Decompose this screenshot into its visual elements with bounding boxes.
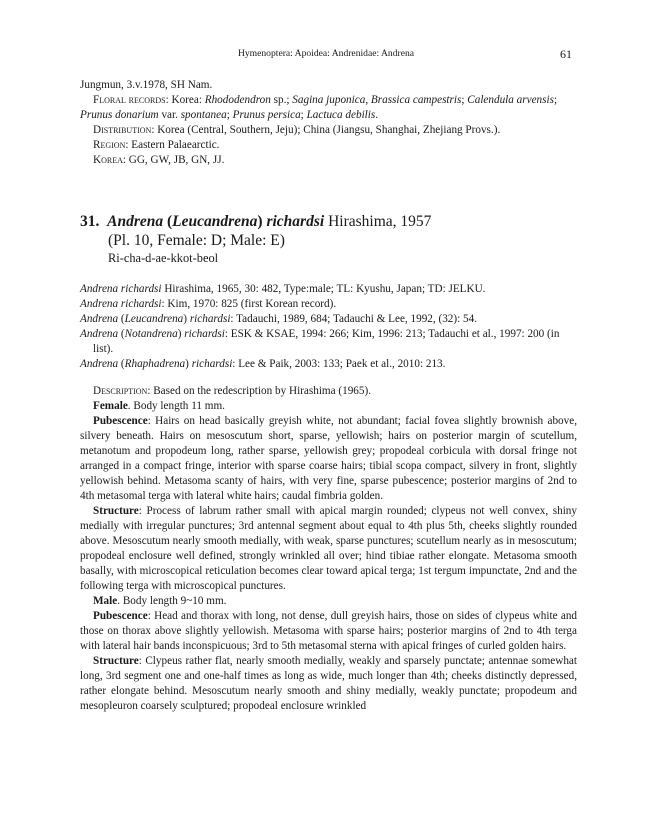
floral-records: Floral records: Korea: Rhododendron sp.; Sagina juponica, Brassica campestris; Calendula arvensis; Prunus donarium var. spontanea; Prunus persica; Lactuca debilis. xyxy=(80,94,558,121)
korea-text: GG, GW, JB, GN, JJ. xyxy=(128,154,225,166)
male-heading: Male. Body length 9~10 mm. xyxy=(93,595,227,607)
synonymy-entry-text: : Kim, 1970: 825 (first Korean record). xyxy=(161,298,337,310)
synonymy-list xyxy=(80,282,577,372)
korea-label: Korea xyxy=(93,154,123,166)
synonymy-entry: Andrena richardsi Hirashima, 1965, 30: 482, Type:male; TL: Kyushu, Japan; TD: JELKU. xyxy=(80,283,486,295)
running-head-title: Hymenoptera: Apoidea: Andrenidae: Andrena xyxy=(237,48,415,59)
female-pubescence-text: Hairs on head basically greyish white, not abundant; facial fovea slightly brownish above, silvery beneath. Hairs on mesoscutum short, sparse, yellowish; hairs on posterior margin of scutellum, metanotum and propodeum long, rather sparse, yellowish grey; propodeal corbicula with dorsal fringe not arranged in a compact fringe, interior with sparse coarse hairs; tibial scopa compact, silvery in front, slightly yellowish behind. Metasoma scanty of hairs, with very fine, sparse pubescence; posterior margins of 2nd to 4th metasomal terga with lateral white hairs; caudal fimbria golden. xyxy=(80,415,578,502)
synonymy-entry: Andrena (Rhaphadrena) richardsi: Lee & Paik, 2003: 133; Paek et al., 2010: 213. xyxy=(80,358,446,370)
distribution-label: Distribution xyxy=(93,124,152,136)
male-pubescence: Pubescence: Head and thorax with long, not dense, dull greyish hairs, those on sides of clypeus white and those on thorax above slightly yellowish. Metasoma with sparse hairs; posterior margins of 2nd to 4th terga with lateral hair bands inconspicuous; 3rd to 5th metasomal sterna with apical fringes of curled golden hairs. xyxy=(80,610,578,652)
korea: Korea: GG, GW, JB, GN, JJ. xyxy=(93,154,225,166)
species-subgenus: Leucandrena xyxy=(172,213,258,230)
page-number: 61 xyxy=(560,47,572,61)
description-intro: Description: Based on the redescription by Hirashima (1965). xyxy=(93,385,372,397)
description-section xyxy=(80,384,577,714)
distribution-text: Korea (Central, Southern, Jeju); China (Jiangsu, Shanghai, Zhejiang Provs.). xyxy=(157,124,501,136)
synonymy-entry: Andrena (Leucandrena) richardsi: Tadauchi, 1989, 684; Tadauchi & Lee, 1992, (32): 54. xyxy=(80,313,477,325)
species-epithet: richardsi xyxy=(266,213,325,230)
previous-species-records xyxy=(80,78,577,168)
species-number: 31. xyxy=(80,213,100,230)
synonymy-entry: Andrena richardsi: Kim, 1970: 825 (first Korean record). xyxy=(80,298,337,310)
male-pubescence-label: Pubescence xyxy=(93,610,148,622)
species-plate: (Pl. 10, Female: D; Male: E) xyxy=(108,232,285,249)
region: Region: Eastern Palaearctic. xyxy=(93,139,220,151)
female-structure-label: Structure xyxy=(93,505,139,517)
male-structure: Structure: Clypeus rather flat, nearly smooth medially, weakly and sparsely punctate; antennae somewhat long, 3rd segment one and one-half times as long as wide, much longer than 4th; cheeks distinctly depressed, rather elongate behind. Mesoscutum nearly smooth and shiny medially, weakly punctate; propodeum and mesopleuron coarsely sculptured; propodeal enclosure wrinkled xyxy=(80,655,578,712)
male-label: Male xyxy=(93,595,118,607)
region-label: Region xyxy=(93,139,126,151)
synonymy-entry: Andrena (Notandrena) richardsi: ESK & KSAE, 1994: 266; Kim, 1996: 213; Tadauchi et al., 1997: 200 (in list). xyxy=(80,328,560,355)
synonymy-entry-text: : ESK & KSAE, 1994: 266; Kim, 1996: 213; Tadauchi et al., 1997: 200 (in list). xyxy=(93,328,560,355)
female-structure-text: Process of labrum rather small with apical margin rounded; clypeus not well convex, shiny medially with irregular punctures; 3rd antennal segment about equal to 4th plus 5th, cheeks slightly rounded above. Mesoscutum nearly smooth medially, with weak, sparse punctures; scutellum nearly as in mesoscutum; propodeal enclosure well defined, strongly wrinkled all over; hind tibiae rather elongate. Metasoma smooth basally, with microscopical reticulation becomes clear toward apical terga; 1st tergum impunctate, 2nd and the following terga with microscopical punctures. xyxy=(80,505,577,592)
male-pubescence-text: Head and thorax with long, not dense, dull greyish hairs, those on sides of clypeus white and those on thorax above slightly yellowish. Metasoma with sparse hairs; posterior margins of 2nd to 4th terga with lateral hair bands inconspicuous; 3rd to 5th metasomal sterna with apical fringes of curled golden hairs. xyxy=(80,610,578,652)
female-label: Female xyxy=(93,400,128,412)
male-body-length: Body length 9~10 mm. xyxy=(122,595,227,607)
female-body-length: Body length 11 mm. xyxy=(133,400,225,412)
synonymy-entry-text: : Lee & Paik, 2003: 133; Paek et al., 2010: 213. xyxy=(232,358,446,370)
female-structure: Structure: Process of labrum rather small with apical margin rounded; clypeus not well convex, shiny medially with irregular punctures; 3rd antennal segment about equal to 4th plus 5th, cheeks slightly rounded above. Mesoscutum nearly smooth medially, with weak, sparse punctures; scutellum nearly as in mesoscutum; propodeal enclosure well defined, strongly wrinkled all over; hind tibiae rather elongate. Metasoma smooth basally, with microscopical reticulation becomes clear toward apical terga; 1st tergum impunctate, 2nd and the following terga with microscopical punctures. xyxy=(80,505,577,592)
male-structure-label: Structure xyxy=(93,655,139,667)
region-text: Eastern Palaearctic. xyxy=(131,139,220,151)
floral-records-label: Floral records xyxy=(93,94,166,106)
species-author-year: Hirashima, 1957 xyxy=(328,213,432,230)
species-genus: Andrena xyxy=(107,213,164,230)
species-title xyxy=(80,212,577,231)
male-structure-text: Clypeus rather flat, nearly smooth medially, weakly and sparsely punctate; antennae somewhat long, 3rd segment one and one-half times as long as wide, much longer than 4th; cheeks distinctly depressed, rather elongate behind. Mesoscutum nearly smooth and shiny medially, weakly punctate; propodeum and mesopleuron coarsely sculptured; propodeal enclosure wrinkled xyxy=(80,655,578,712)
female-heading: Female. Body length 11 mm. xyxy=(93,400,225,412)
female-pubescence: Pubescence: Hairs on head basically greyish white, not abundant; facial fovea slightly brownish above, silvery beneath. Hairs on mesoscutum short, sparse, yellowish; hairs on posterior margin of scutellum, metanotum and propodeum long, rather sparse, yellowish grey; propodeal corbicula with dorsal fringe not arranged in a compact fringe, interior with sparse coarse hairs; tibial scopa compact, silvery in front, slightly yellowish behind. Metasoma scanty of hairs, with very fine, sparse pubescence; posterior margins of 2nd to 4th metasomal terga with lateral white hairs; caudal fimbria golden. xyxy=(80,415,578,502)
floral-records-text: Korea: Rhododendron sp.; Sagina juponica, Brassica campestris; Calendula arvensis; Prunus donarium var. spontanea; Prunus persica; Lactuca debilis. xyxy=(80,94,558,121)
species-korean-name: Ri-cha-d-ae-kkot-beol xyxy=(108,251,219,265)
description-intro-text: Based on the redescription by Hirashima (1965). xyxy=(153,385,372,397)
distribution: Distribution: Korea (Central, Southern, Jeju); China (Jiangsu, Shanghai, Zhejiang Provs.). xyxy=(93,124,501,136)
species-subgenus-wrap: (Leucandrena) xyxy=(167,213,263,230)
description-label: Description xyxy=(93,385,148,397)
running-head xyxy=(0,47,652,61)
species-heading xyxy=(80,212,577,266)
locality-tail: Jungmun, 3.v.1978, SH Nam. xyxy=(80,79,213,91)
female-pubescence-label: Pubescence xyxy=(93,415,148,427)
synonymy-entry-text: : Tadauchi, 1989, 684; Tadauchi & Lee, 1992, (32): 54. xyxy=(230,313,477,325)
synonymy-entry-text: Hirashima, 1965, 30: 482, Type:male; TL: Kyushu, Japan; TD: JELKU. xyxy=(164,283,486,295)
